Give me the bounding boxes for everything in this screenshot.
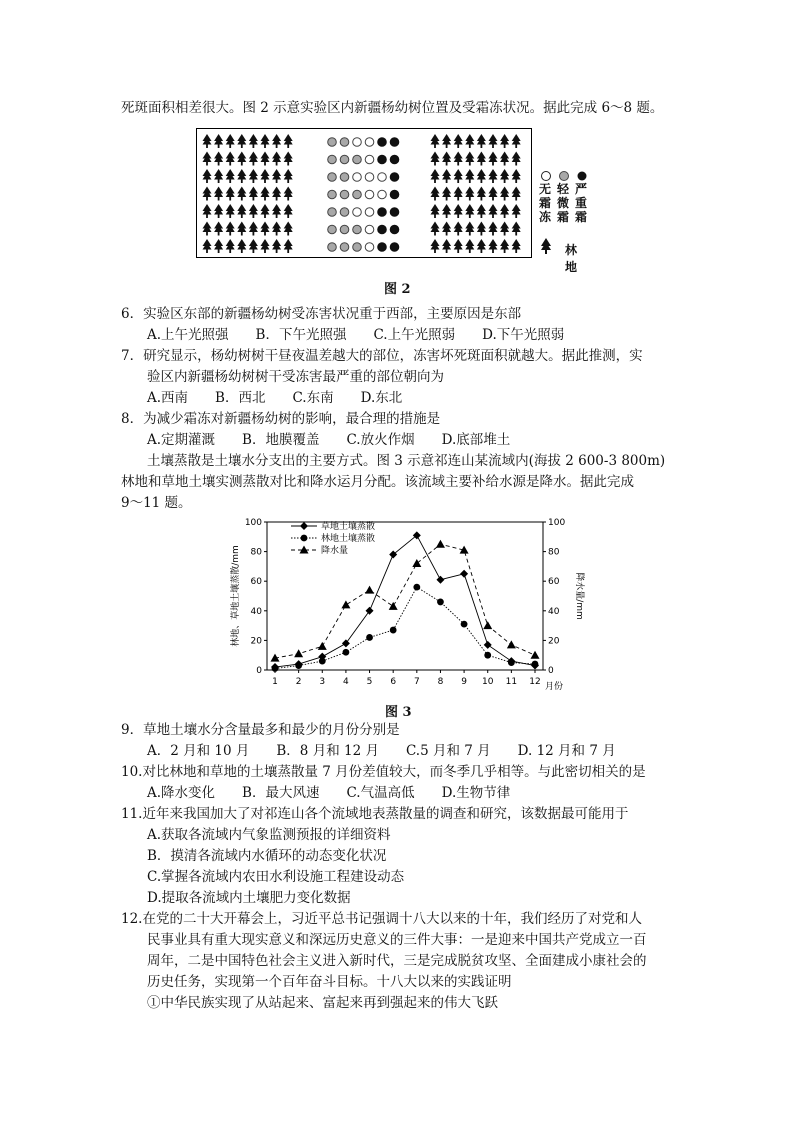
- tree-icon: [226, 222, 235, 236]
- y-left-tick-label: 40: [250, 606, 262, 617]
- tree-icon: [500, 152, 509, 166]
- y-right-tick-label: 100: [548, 518, 566, 528]
- tree-icon: [226, 187, 235, 201]
- seedling-dot-light: [340, 155, 349, 164]
- tree-icon: [261, 222, 270, 236]
- seedling-dot-light: [340, 208, 349, 217]
- legend-light-dot: [560, 172, 569, 181]
- tree-icon: [203, 134, 212, 148]
- tree-icon: [261, 169, 270, 183]
- tree-icon: [477, 222, 486, 236]
- figure-3-chart: [225, 512, 585, 692]
- tree-icon: [431, 152, 440, 166]
- tree-icon: [477, 152, 486, 166]
- series-2-point: [366, 634, 373, 641]
- tree-icon: [237, 204, 246, 218]
- tree-icon: [465, 239, 474, 253]
- q12-line1: 12.在党的二十大开幕会上，习近平总书记强调十八大以来的十年，我们经历了对党和人: [121, 911, 642, 927]
- legend-none-label: 无霜冻: [538, 182, 551, 224]
- tree-icon: [512, 152, 521, 166]
- x-tick-label: 8: [437, 677, 444, 687]
- q7-stem-line2: 验区内新疆杨幼树树干受冻害最严重的部位朝向为: [147, 369, 444, 385]
- y-left-tick-label: 100: [244, 518, 262, 528]
- series-2-point: [532, 661, 539, 668]
- q11-option-c: C.掌握各流域内农田水利设施工程建设动态: [147, 869, 405, 885]
- tree-icon: [237, 222, 246, 236]
- tree-icon: [477, 204, 486, 218]
- q12-line2: 民事业具有重大现实意义和深远历史意义的三件大事：一是迎来中国共产党成立一百: [147, 932, 647, 948]
- tree-icon: [237, 169, 246, 183]
- tree-icon: [431, 169, 440, 183]
- tree-icon: [512, 187, 521, 201]
- tree-icon: [442, 239, 451, 253]
- tree-icon: [261, 204, 270, 218]
- series-1-point: [460, 570, 468, 578]
- intro2-line3: 9～11 题。: [121, 495, 192, 511]
- legend-heavy-dot: [578, 172, 587, 181]
- tree-icon: [489, 134, 498, 148]
- tree-icon: [489, 222, 498, 236]
- tree-icon: [442, 222, 451, 236]
- tree-icon: [512, 222, 521, 236]
- tree-icon: [431, 187, 440, 201]
- legend-tree-icon: [541, 238, 551, 254]
- tree-icon: [214, 222, 223, 236]
- seedling-dot-heavy: [390, 225, 399, 234]
- q10-options: A.降水变化 B．最大风速 C.气温高低 D.生物节律: [147, 785, 511, 801]
- tree-icon: [512, 239, 521, 253]
- q8-options: A.定期灌溉 B．地膜覆盖 C.放火作烟 D.底部堆土: [147, 432, 511, 448]
- series-line-1: [275, 535, 535, 667]
- seedling-dot-none: [353, 173, 362, 182]
- y-left-label: 林地、草地土壤蒸散/mm: [231, 545, 241, 647]
- x-tick-label: 5: [366, 677, 373, 687]
- q8-stem: 8．为减少霜冻对新疆杨幼树的影响，最合理的措施是: [121, 411, 441, 427]
- tree-icon: [284, 239, 293, 253]
- y-left-tick-label: 0: [256, 666, 262, 676]
- tree-icon: [442, 187, 451, 201]
- series-2-point: [319, 658, 326, 665]
- tree-icon: [214, 204, 223, 218]
- seedling-dot-none: [365, 208, 374, 217]
- x-tick-label: 11: [505, 677, 518, 687]
- figure-2-legend-symbols: [532, 128, 592, 258]
- tree-icon: [272, 134, 281, 148]
- tree-icon: [454, 152, 463, 166]
- q11-option-b: B．摸清各流域内水循环的动态变化状况: [147, 848, 387, 864]
- tree-icon: [272, 152, 281, 166]
- series-3-point: [341, 600, 350, 608]
- tree-icon: [284, 222, 293, 236]
- seedling-dot-light: [340, 173, 349, 182]
- tree-icon: [203, 204, 212, 218]
- seedling-dot-light: [353, 243, 362, 252]
- series-2-point: [390, 627, 397, 634]
- legend-label: 降水量: [321, 546, 349, 556]
- tree-icon: [226, 134, 235, 148]
- seedling-dot-none: [365, 155, 374, 164]
- seedling-dot-none: [365, 225, 374, 234]
- intro-text: 死斑面积相差很大。图 2 示意实验区内新疆杨幼树位置及受霜冻状况。据此完成 6～8 题。: [121, 100, 664, 116]
- y-right-tick-label: 40: [548, 606, 560, 617]
- figure-2-tree-frost-map: [196, 128, 587, 274]
- series-3-point: [365, 586, 374, 594]
- legend-heavy-label: 严重霜: [574, 182, 587, 224]
- x-tick-label: 1: [272, 677, 278, 687]
- q11-option-a: A.获取各流域内气象监测预报的详细资料: [147, 827, 391, 843]
- x-tick-label: 7: [413, 677, 420, 687]
- tree-icon: [214, 187, 223, 201]
- series-3-point: [318, 642, 327, 650]
- plot-frame: [267, 522, 543, 670]
- series-1-point: [436, 576, 444, 584]
- tree-icon: [465, 187, 474, 201]
- legend-label: 林地土壤蒸散: [321, 534, 376, 544]
- series-3-point: [436, 540, 445, 548]
- tree-icon: [214, 134, 223, 148]
- tree-icon: [284, 134, 293, 148]
- seedling-dot-light: [340, 138, 349, 147]
- seedling-dot-none: [365, 138, 374, 147]
- seedling-dot-heavy: [390, 243, 399, 252]
- q7-options: A.西南 B．西北 C.东南 D.东北: [147, 390, 403, 406]
- series-2-point: [484, 652, 491, 659]
- series-2-point: [508, 659, 515, 666]
- y-left-tick-label: 20: [250, 636, 262, 647]
- tree-icon: [226, 169, 235, 183]
- tree-icon: [454, 239, 463, 253]
- tree-icon: [261, 152, 270, 166]
- series-1-point: [366, 607, 374, 615]
- tree-icon: [477, 187, 486, 201]
- tree-icon: [454, 187, 463, 201]
- tree-icon: [431, 239, 440, 253]
- x-tick-label: 3: [319, 677, 326, 687]
- y-right-label: 降水量/mm: [574, 572, 584, 620]
- legend-marker: [301, 535, 308, 542]
- tree-icon: [500, 169, 509, 183]
- seedling-dot-heavy: [390, 208, 399, 217]
- tree-icon: [465, 222, 474, 236]
- seedling-dot-heavy: [378, 138, 387, 147]
- tree-icon: [284, 169, 293, 183]
- q11-option-d: D.提取各流域内土壤肥力变化数据: [147, 890, 351, 906]
- tree-icon: [477, 169, 486, 183]
- series-1-point: [342, 639, 350, 647]
- tree-icon: [272, 187, 281, 201]
- tree-icon: [203, 222, 212, 236]
- seedling-dot-light: [328, 155, 337, 164]
- seedling-dot-heavy: [390, 155, 399, 164]
- figure-2-caption: 图 2: [384, 282, 411, 297]
- tree-icon: [477, 134, 486, 148]
- series-2-point: [413, 584, 420, 591]
- series-line-2: [275, 587, 535, 668]
- series-3-point: [389, 602, 398, 610]
- tree-icon: [261, 239, 270, 253]
- q6-options: A.上午光照强 B．下午光照强 C.上午光照弱 D.下午光照弱: [147, 327, 565, 343]
- seedling-dot-none: [378, 173, 387, 182]
- tree-icon: [272, 169, 281, 183]
- seedling-dot-heavy: [390, 138, 399, 147]
- x-tick-label: 6: [390, 677, 397, 687]
- y-right-tick-label: 20: [548, 636, 560, 647]
- tree-icon: [465, 152, 474, 166]
- x-unit-label: 月份: [545, 682, 564, 692]
- tree-icon: [226, 152, 235, 166]
- tree-icon: [477, 239, 486, 253]
- seedling-dot-light: [340, 243, 349, 252]
- seedling-dot-light: [340, 190, 349, 199]
- seedling-dot-light: [328, 208, 337, 217]
- seedling-dot-light: [328, 173, 337, 182]
- tree-icon: [454, 204, 463, 218]
- tree-icon: [249, 204, 258, 218]
- tree-icon: [454, 222, 463, 236]
- seedling-dot-heavy: [378, 155, 387, 164]
- tree-icon: [431, 222, 440, 236]
- series-3-point: [507, 640, 516, 648]
- figure-2-graphic: [197, 129, 533, 259]
- tree-icon: [237, 152, 246, 166]
- figure-3-caption: 图 3: [385, 705, 412, 720]
- tree-icon: [272, 239, 281, 253]
- seedling-dot-light: [328, 190, 337, 199]
- tree-icon: [237, 134, 246, 148]
- x-tick-label: 12: [529, 677, 541, 687]
- seedling-dot-light: [328, 225, 337, 234]
- tree-icon: [431, 204, 440, 218]
- tree-icon: [249, 169, 258, 183]
- seedling-dot-none: [365, 173, 374, 182]
- seedling-dot-heavy: [390, 190, 399, 199]
- y-right-tick-label: 80: [548, 547, 560, 558]
- tree-icon: [500, 239, 509, 253]
- tree-icon: [489, 187, 498, 201]
- tree-icon: [500, 204, 509, 218]
- seedling-dot-none: [365, 190, 374, 199]
- seedling-dot-light: [353, 155, 362, 164]
- intro2-line1: 土壤蒸散是土壤水分支出的主要方式。图 3 示意祁连山某流域内(海拔 2 600-3 800m): [147, 453, 666, 469]
- legend-light-label: 轻微霜: [556, 182, 569, 224]
- tree-icon: [489, 169, 498, 183]
- q7-stem-line1: 7．研究显示，杨幼树树干昼夜温差越大的部位，冻害坏死斑面积就越大。据此推测，实: [121, 348, 643, 364]
- tree-icon: [442, 169, 451, 183]
- y-left-tick-label: 80: [250, 547, 262, 558]
- tree-icon: [272, 204, 281, 218]
- tree-icon: [489, 204, 498, 218]
- q9-options: A．2 月和 10 月 B．8 月和 12 月 C.5 月和 7 月 D. 12 月和 7 月: [147, 743, 616, 759]
- seedling-dot-heavy: [378, 208, 387, 217]
- seedling-dot-light: [328, 138, 337, 147]
- seedling-dot-none: [365, 243, 374, 252]
- tree-icon: [203, 187, 212, 201]
- tree-icon: [214, 239, 223, 253]
- intro2-line2: 林地和草地土壤实测蒸散对比和降水运月分配。该流域主要补给水源是降水。据此完成: [121, 474, 634, 490]
- x-tick-label: 10: [482, 677, 494, 687]
- seedling-dot-none: [353, 138, 362, 147]
- tree-icon: [500, 222, 509, 236]
- tree-icon: [237, 187, 246, 201]
- tree-icon: [261, 134, 270, 148]
- y-right-tick-label: 0: [548, 666, 554, 676]
- tree-icon: [214, 169, 223, 183]
- tree-icon: [203, 239, 212, 253]
- tree-icon: [249, 222, 258, 236]
- x-tick-label: 2: [295, 677, 302, 687]
- tree-icon: [284, 187, 293, 201]
- tree-icon: [454, 169, 463, 183]
- tree-icon: [442, 204, 451, 218]
- tree-icon: [272, 222, 281, 236]
- tree-icon: [203, 152, 212, 166]
- q12-line4: 历史任务，实现第一个百年奋斗目标。十八大以来的实践证明: [147, 974, 512, 990]
- tree-icon: [284, 204, 293, 218]
- tree-icon: [454, 134, 463, 148]
- q10-stem: 10.对比林地和草地的土壤蒸散量 7 月份差值较大，而冬季几乎相等。与此密切相关的是: [121, 764, 646, 780]
- tree-icon: [500, 187, 509, 201]
- seedling-dot-light: [353, 225, 362, 234]
- tree-icon: [512, 134, 521, 148]
- tree-icon: [249, 134, 258, 148]
- series-line-3: [275, 544, 535, 658]
- seedling-dot-light: [340, 225, 349, 234]
- tree-icon: [284, 152, 293, 166]
- tree-icon: [500, 134, 509, 148]
- tree-icon: [465, 204, 474, 218]
- tree-icon: [465, 169, 474, 183]
- tree-icon: [203, 169, 212, 183]
- tree-icon: [489, 239, 498, 253]
- series-2-point: [272, 665, 279, 672]
- legend-marker: [300, 522, 308, 530]
- seedling-dot-heavy: [378, 225, 387, 234]
- tree-icon: [431, 134, 440, 148]
- y-left-tick-label: 60: [250, 577, 262, 588]
- seedling-dot-light: [328, 243, 337, 252]
- y-right-tick-label: 60: [548, 577, 560, 588]
- tree-icon: [442, 134, 451, 148]
- tree-icon: [249, 187, 258, 201]
- seedling-dot-heavy: [390, 173, 399, 182]
- seedling-dot-heavy: [378, 243, 387, 252]
- tree-icon: [512, 169, 521, 183]
- series-1-point: [484, 641, 492, 649]
- tree-icon: [442, 152, 451, 166]
- legend-none-dot: [542, 172, 551, 181]
- x-tick-label: 4: [343, 677, 349, 687]
- legend-label: 草地土壤蒸散: [321, 522, 376, 532]
- seedling-dot-none: [353, 208, 362, 217]
- seedling-dot-none: [378, 190, 387, 199]
- x-tick-label: 9: [461, 677, 467, 687]
- tree-icon: [261, 187, 270, 201]
- series-2-point: [295, 662, 302, 669]
- tree-icon: [226, 239, 235, 253]
- tree-icon: [465, 134, 474, 148]
- tree-icon: [249, 152, 258, 166]
- tree-icon: [226, 204, 235, 218]
- series-3-point: [531, 651, 540, 659]
- tree-icon: [249, 239, 258, 253]
- q12-line3: 周年，二是中国特色社会主义进入新时代，三是完成脱贫攻坚、全面建成小康社会的: [147, 953, 647, 969]
- series-3-point: [412, 559, 421, 567]
- tree-icon: [237, 239, 246, 253]
- legend-marker: [300, 546, 309, 554]
- series-2-point: [437, 599, 444, 606]
- q12-option-1: ①中华民族实现了从站起来、富起来再到强起来的伟大飞跃: [147, 995, 498, 1011]
- series-2-point: [343, 649, 350, 656]
- q11-stem: 11.近年来我国加大了对祁连山各个流域地表蒸散量的调查和研究，该数据最可能用于: [121, 806, 629, 822]
- tree-icon: [214, 152, 223, 166]
- legend-forest-label: 林地: [565, 243, 578, 274]
- series-2-point: [461, 621, 468, 628]
- tree-icon: [489, 152, 498, 166]
- series-3-point: [483, 621, 492, 629]
- seedling-dot-light: [353, 190, 362, 199]
- q6-stem: 6．实验区东部的新疆杨幼树受冻害状况重于西部，主要原因是东部: [121, 306, 522, 322]
- q9-stem: 9．草地土壤水分含量最多和最少的月份分别是: [121, 722, 400, 738]
- tree-icon: [512, 204, 521, 218]
- series-3-point: [294, 649, 303, 657]
